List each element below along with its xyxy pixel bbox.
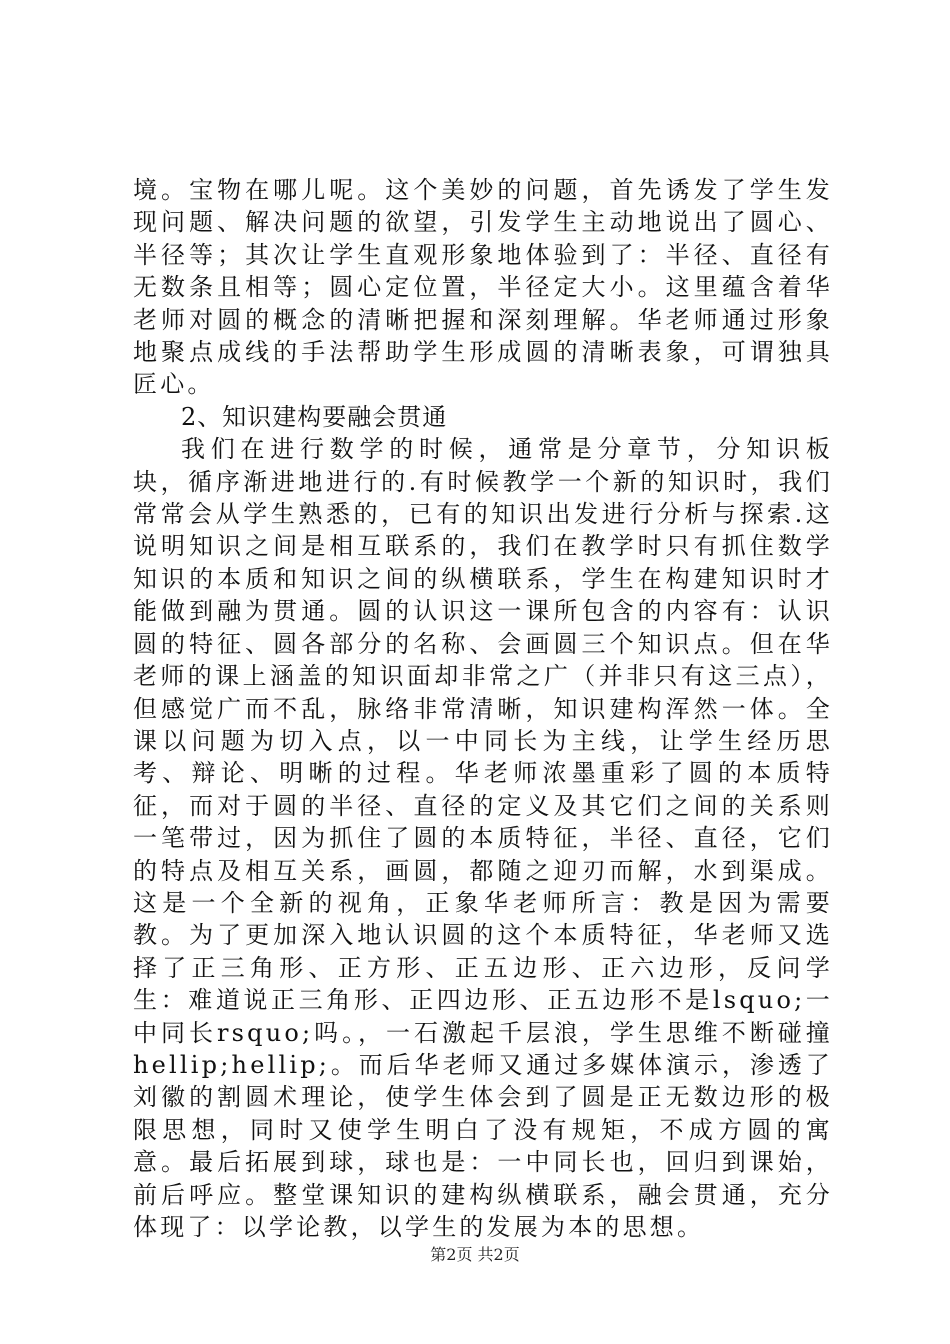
page-footer xyxy=(0,1245,950,1265)
section-heading: 2、知识建构要融会贯通 xyxy=(181,402,448,431)
document-body xyxy=(133,174,833,1243)
paragraph-body: 我们在进行数学的时候，通常是分章节，分知识板块，循序渐进地进行的.有时候教学一个新的知识时，我们常常会从学生熟悉的，已有的知识出发进行分析与探索.这说明知识之间是相互联系的，我们在教学时只有抓住数学知识的本质和知识之间的纵横联系，学生在构建知识时才能做到融为贯通。圆的认识这一课所包含的内容有：认识圆的特征、圆各部分的名称、会画圆三个知识点。但在华老师的课上涵盖的知识面却非常之广（并非只有这三点），但感觉广而不乱，脉络非常清晰，知识建构浑然一体。全课以问题为切入点，以一中同长为主线，让学生经历思考、辩论、明晰的过程。华老师浓墨重彩了圆的本质特征，而对于圆的半径、直径的定义及其它们之间的关系则一笔带过，因为抓住了圆的本质特征，半径、直径，它们的特点及相互关系，画圆，都随之迎刃而解，水到渠成。这是一个全新的视角，正象华老师所言：教是因为需要教。为了更加深入地认识圆的这个本质特征，华老师又选择了正三角形、正方形、正五边形、正六边形，反问学生：难道说正三角形、正四边形、正五边形不是lsquo;一中同长rsquo;吗。，一石激起千层浪，学生思维不断碰撞hellip;hellip;。而后华老师又通过多媒体演示，渗透了刘徽的割圆术理论，使学生体会到了圆是正无数边形的极限思想，同时又使学生明白了没有规矩，不成方圆的寓意。最后拓展到球，球也是：一中同长也，回归到课始，前后呼应。整堂课知识的建构纵横联系，融会贯通，充分体现了：以学论教，以学生的发展为本的思想。 xyxy=(133,435,833,1241)
page-number-label: 第2页 共2页 xyxy=(430,1245,520,1264)
paragraph-continuation: 境。宝物在哪儿呢。这个美妙的问题，首先诱发了学生发现问题、解决问题的欲望，引发学生主动地说出了圆心、半径等；其次让学生直观形象地体验到了：半径、直径有无数条且相等；圆心定位置，半径定大小。这里蕴含着华老师对圆的概念的清晰把握和深刻理解。华老师通过形象地聚点成线的手法帮助学生形成圆的清晰表象，可谓独具匠心。 xyxy=(133,176,833,399)
